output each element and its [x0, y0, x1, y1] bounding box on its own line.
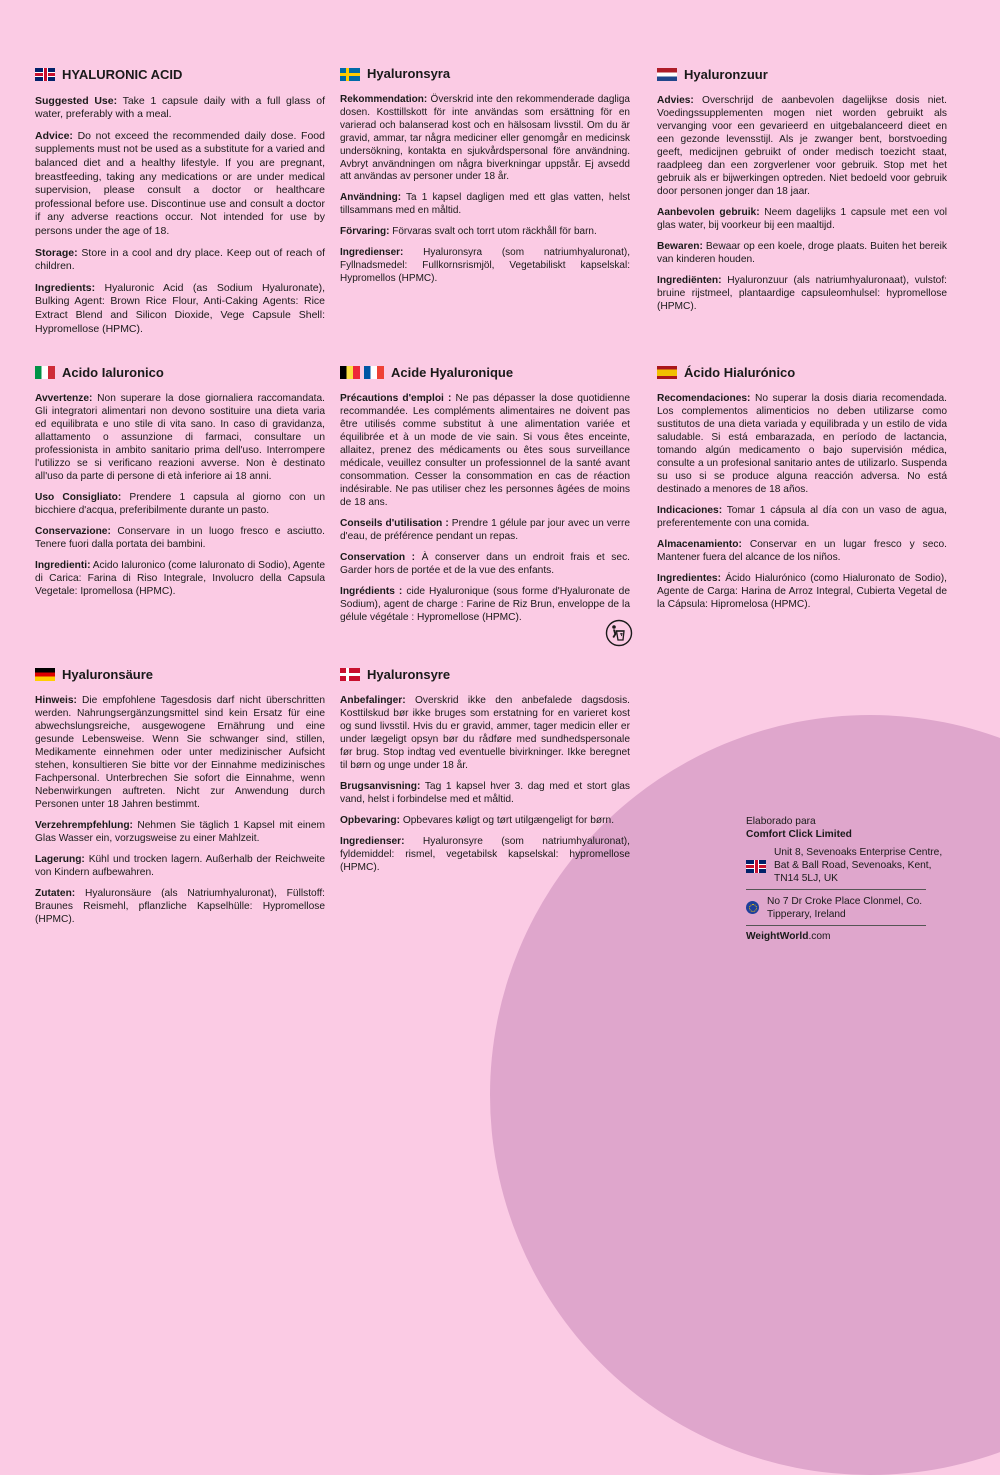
germany-flag-icon [35, 668, 55, 681]
ingredients-paragraph [35, 887, 325, 926]
eu-flag-icon [746, 901, 759, 914]
recommendations-paragraph [340, 694, 630, 772]
use-paragraph [657, 504, 947, 530]
section-swedish [340, 68, 630, 294]
section-title: Hyaluronsyre [367, 667, 451, 682]
label: Anbefalinger: [340, 695, 406, 706]
text: Neem dagelijks 1 capsule met een vol glas water, bij voorkeur bij een maaltijd. [657, 207, 947, 231]
section-header [35, 68, 325, 82]
uk-address-row [746, 846, 946, 885]
section-title: Hyaluronsäure [62, 667, 154, 682]
storage-paragraph [35, 853, 325, 879]
text: Ácido Hialurónico (como Hialuronato de Sodio), Agente de Carga: Harina de Arroz Integral, Cubierta Vegetal de la Cápsula: Hipromelosa (HPMC). [657, 573, 947, 610]
storage-paragraph [657, 538, 947, 564]
section-header [657, 366, 947, 379]
divider [746, 889, 926, 890]
text: No superar la dosis diaria recomendada. Los complementos alimenticios no deben utilizarse como sustitutos de una dieta variada y equilibrada y un estilo de vida saludable. Si está embarazada, en período de lactancia, tomando algún medicamento o bajo supervisión médica, consulte a un profesional sanitario antes de utilizarlo. Suspenda su uso si se produce alguna reacción adversa. No está destinado a menores de 18 años. [657, 393, 947, 495]
italy-flag-icon [35, 366, 55, 379]
text: Förvaras svalt och torrt utom räckhåll för barn. [389, 226, 597, 238]
label: Ingredienser: [340, 836, 405, 847]
storage-paragraph [35, 525, 325, 551]
precautions-paragraph [340, 392, 630, 509]
text: Tomar 1 cápsula al día con un vaso de agua, preferentemente con una comida. [657, 505, 947, 529]
text: Non superare la dose giornaliera raccomandata. Gli integratori alimentari non devono sostituire una dieta varia ed equilibrata e uno stile di vita sano. In caso di gravidanza, allattamento o assunzione di farmaci, consultare un professionista in ambito sanitario prima dell'uso. Interrompere l'utilizzo se si verificano reazioni avverse. Non è destinato all'uso da parte di persone di età inferiore ai 18 anni. [35, 393, 325, 482]
netherlands-flag-icon [657, 68, 677, 81]
text: Hyaluronzuur (als natriumhyaluronaat), vulstof: bruine rijstmeel, plantaardige capsuleomhulsel: hypromellose (HPMC). [657, 275, 947, 312]
company-name: Comfort Click Limited [746, 829, 852, 840]
label: Hinweis: [35, 695, 77, 706]
section-dutch [657, 68, 947, 321]
brand-website [746, 930, 946, 943]
label: Conservazione: [35, 526, 111, 537]
use-paragraph [340, 780, 630, 806]
label: Bewaren: [657, 241, 703, 252]
label: Brugsanvisning: [340, 781, 421, 792]
text: À conserver dans un endroit frais et sec. Garder hors de portée et de la vue des enfants. [340, 552, 630, 576]
text: Bewaar op een koele, droge plaats. Buiten het bereik van kinderen houden. [657, 241, 947, 265]
denmark-flag-icon [340, 668, 360, 681]
text: Hyaluronic Acid (as Sodium Hyaluronate), Bulking Agent: Brown Rice Flour, Anti-Caking Agents: Rice Extract Blend and Silicon Dioxide, Vege Capsule Shell: Hypromellose (HPMC). [35, 281, 325, 335]
ingredients-paragraph [657, 274, 947, 313]
section-title: Hyaluronzuur [684, 67, 768, 82]
ireland-address-row [746, 895, 946, 921]
suggested-use-paragraph [35, 95, 325, 122]
ingredients-paragraph [340, 247, 630, 286]
text: Store in a cool and dry place. Keep out of reach of children. [35, 246, 325, 273]
use-paragraph [340, 517, 630, 543]
recycle-bin-icon [605, 619, 633, 647]
text: Hyaluronsyre (som natriumhyaluronat), fyldemiddel: rismel, vegetabilsk kapselskal: hypromellose (HPMC). [340, 836, 630, 873]
label: Almacenamiento: [657, 539, 742, 550]
label: Verzehrempfehlung: [35, 820, 133, 831]
ingredients-paragraph [340, 835, 630, 874]
ingredients-paragraph [657, 572, 947, 611]
storage-paragraph [657, 240, 947, 266]
text: Hyaluronsyra (som natriumhyaluronat), Fyllnadsmedel: Fullkornsrismjöl, Vegetabiliskt kapselskal: Hypromellos (HPMC). [340, 247, 630, 284]
use-paragraph [340, 192, 630, 218]
section-title: Acido Ialuronico [62, 365, 164, 380]
text: Tag 1 kapsel hver 3. dag med et stort glas vand, helst i forbindelse med et måltid. [340, 781, 630, 805]
text: Conservar en un lugar fresco y seco. Mantener fuera del alcance de los niños. [657, 539, 947, 563]
text: Die empfohlene Tagesdosis darf nicht überschritten werden. Nahrungsergänzungsmittel sind kein Ersatz für eine abwechslungsreiche, ausgewogene Ernährung und eine gesunde Lebensweise. Wenn Sie schwanger sind, stillen, Medikamente einnehmen oder unter medizinischer Aufsicht stehen, konsultieren Sie bitte vor der Einnahme medizinisches Fachpersonal. Unterbrechen Sie sofort die Einnahme, wenn Nebenwirkungen auftreten. Nicht zur Anwendung durch Personen unter 18 Jahren bestimmt. [35, 695, 325, 810]
label: Förvaring: [340, 226, 390, 238]
label: Suggested Use: [35, 94, 118, 107]
recommendations-paragraph [657, 392, 947, 496]
text: Nehmen Sie täglich 1 Kapsel mit einem Glas Wasser ein, vorzugsweise zu einer Mahlzeit. [35, 820, 325, 844]
section-title: Acide Hyaluronique [391, 365, 514, 380]
storage-paragraph [340, 226, 630, 239]
manufacturer-address-block [746, 815, 946, 943]
label: Indicaciones: [657, 505, 723, 516]
section-header [340, 668, 630, 681]
text: Ne pas dépasser la dose quotidienne recommandée. Les compléments alimentaires ne doivent pas être utilisés comme substitut à une alimentation variée et équilibrée et à un mode de vie sain. Si vous êtes enceinte, allaitez, prenez des médicaments ou êtes sous surveillance médicale, veuillez consulter un professionnel de la santé avant consommation. Cesser la consommation en cas de réaction indésirable. Ne pas utiliser chez les personnes âgées de moins de 18 ans. [340, 393, 630, 508]
label: Conseils d'utilisation : [340, 518, 449, 529]
section-english [35, 68, 325, 344]
label: Advice: [35, 129, 73, 142]
label: Avvertenze: [35, 393, 93, 404]
advice-paragraph [657, 94, 947, 198]
note-paragraph [35, 694, 325, 811]
uk-flag-icon [746, 860, 766, 873]
text: Do not exceed the recommended daily dose. Food supplements must not be used as a substitute for a varied and balanced diet and a healthy lifestyle. If you are pregnant, breastfeeding, taking any medications or are under medical supervision, please consult a doctor or healthcare professional before use. Discontinue use and consult a doctor if any adverse reactions occur. Not intended for use by persons under the age of 18. [35, 129, 325, 237]
label: Ingrediënten: [657, 275, 722, 286]
label: Zutaten: [35, 888, 76, 899]
text: Overschrijd de aanbevolen dagelijkse dosis niet. Voedingssupplementen mogen niet worden gebruikt als vervanging voor een gevarieerd en uitgebalanceerd dieet en een gezonde levensstijl. Als je zwanger bent, borstvoeding geeft, medicijnen gebruikt of onder medisch toezicht staat, raadpleeg dan een zorgverlener voor gebruik. Stop met het gebruik als er bijwerkingen optreden. Niet bedoeld voor gebruik door personen jonger dan 18 jaar. [657, 95, 947, 197]
ingredients-paragraph [35, 282, 325, 336]
label: Recomendaciones: [657, 393, 751, 404]
belgium-flag-icon [340, 366, 360, 379]
ireland-address: No 7 Dr Croke Place Clonmel, Co. Tipperary, Ireland [767, 896, 923, 920]
label: Uso Consigliato: [35, 492, 122, 503]
storage-paragraph [340, 814, 630, 827]
section-french [340, 366, 630, 632]
text: Ta 1 kapsel dagligen med ett glas vatten, helst tillsammans med en måltid. [340, 192, 630, 217]
text: cide Hyaluronique (sous forme d'Hyaluronate de Sodium), agent de charge : Farine de Riz Brun, enveloppe de la gélule végétale : Hypromellose (HPMC). [340, 586, 630, 623]
label: Ingrédients : [340, 586, 403, 597]
label: Aanbevolen gebruik: [657, 207, 760, 218]
label: Conservation : [340, 552, 416, 563]
made-for-label: Elaborado para [746, 816, 816, 827]
text: Kühl und trocken lagern. Außerhalb der Reichweite von Kindern aufbewahren. [35, 854, 325, 878]
ingredients-paragraph [35, 559, 325, 598]
text: Overskrid ikke den anbefalede dagsdosis. Kosttilskud bør ikke bruges som erstatning for en varieret kost og sund livsstil. Hvis du er gravid, ammer, tager medicin eller er under lægeligt opsyn bør du rådføre med sundhedspersonale før brug. Stop indtag ved eventuelle bivirkninger. Ikke beregnet til børn og unge under 18 år. [340, 695, 630, 771]
section-danish [340, 668, 630, 882]
spain-flag-icon [657, 366, 677, 379]
label: Storage: [35, 246, 78, 259]
section-italian [35, 366, 325, 606]
storage-paragraph [340, 551, 630, 577]
text: Prendere 1 capsula al giorno con un bicchiere d'acqua, preferibilmente durante un pasto. [35, 492, 326, 516]
brand-domain: .com [808, 931, 831, 942]
uk-address: Unit 8, Sevenoaks Enterprise Centre, Bat & Ball Road, Sevenoaks, Kent, TN14 5LJ, UK [774, 847, 943, 884]
advice-paragraph [35, 130, 325, 239]
brand-name: WeightWorld [746, 931, 809, 942]
use-paragraph [35, 491, 325, 517]
section-header [35, 366, 325, 379]
sweden-flag-icon [340, 68, 360, 81]
text: Take 1 capsule daily with a full glass of water, preferably with a meal. [35, 94, 325, 121]
label: Précautions d'emploi : [340, 393, 452, 404]
label: Ingredienser: [340, 247, 404, 259]
warnings-paragraph [35, 392, 325, 483]
label: Ingredientes: [657, 573, 721, 584]
section-german [35, 668, 325, 934]
section-title: HYALURONIC ACID [62, 67, 183, 82]
section-header [657, 68, 947, 81]
text: Opbevares køligt og tørt utilgængeligt for børn. [400, 815, 615, 826]
section-header [340, 68, 630, 81]
label: Ingredients: [35, 281, 96, 294]
text: Acido Ialuronico (come Ialuronato di Sodio), Agente di Carica: Farina di Riso Integrale, Involucro della Capsula Vegetale: Ipromellosa (HPMC). [35, 560, 325, 597]
text: Överskrid inte den rekommenderade dagliga dosen. Kosttillskott för inte användas som ersättning för en varierad och balanserad kost och en hälsosam livsstil. Om du är gravid, ammar, tar några mediciner eller genomgår en medicinsk undersökning, kontakta en sjukvårdspersonal före användning. Avbryt användningen om några biverkningar uppstår. Ej avsedd att användas av personer under 18 år. [340, 94, 630, 183]
label: Opbevaring: [340, 815, 401, 826]
storage-paragraph [35, 247, 325, 274]
france-flag-icon [364, 366, 384, 379]
label: Rekommendation: [340, 94, 428, 105]
text: Prendre 1 gélule par jour avec un verre d'eau, de préférence pendant un repas. [340, 518, 630, 542]
use-paragraph [657, 206, 947, 232]
label: Ingredienti: [35, 560, 91, 571]
section-title: Hyaluronsyra [367, 66, 451, 82]
use-paragraph [35, 819, 325, 845]
divider [746, 925, 926, 926]
text: Hyaluronsäure (als Natriumhyaluronat), Füllstoff: Braunes Reismehl, pflanzliche Kapselhülle: Hypromellose (HPMC). [35, 888, 325, 925]
section-header [35, 668, 325, 681]
label: Lagerung: [35, 854, 85, 865]
text: Conservare in un luogo fresco e asciutto. Tenere fuori dalla portata dei bambini. [35, 526, 325, 550]
section-spanish [657, 366, 947, 619]
section-header [340, 366, 630, 379]
label: Användning: [340, 192, 402, 204]
label: Advies: [657, 95, 694, 106]
uk-flag-icon [35, 68, 55, 81]
recommendation-paragraph [340, 94, 630, 184]
section-title: Ácido Hialurónico [684, 365, 796, 380]
ingredients-paragraph [340, 585, 630, 624]
